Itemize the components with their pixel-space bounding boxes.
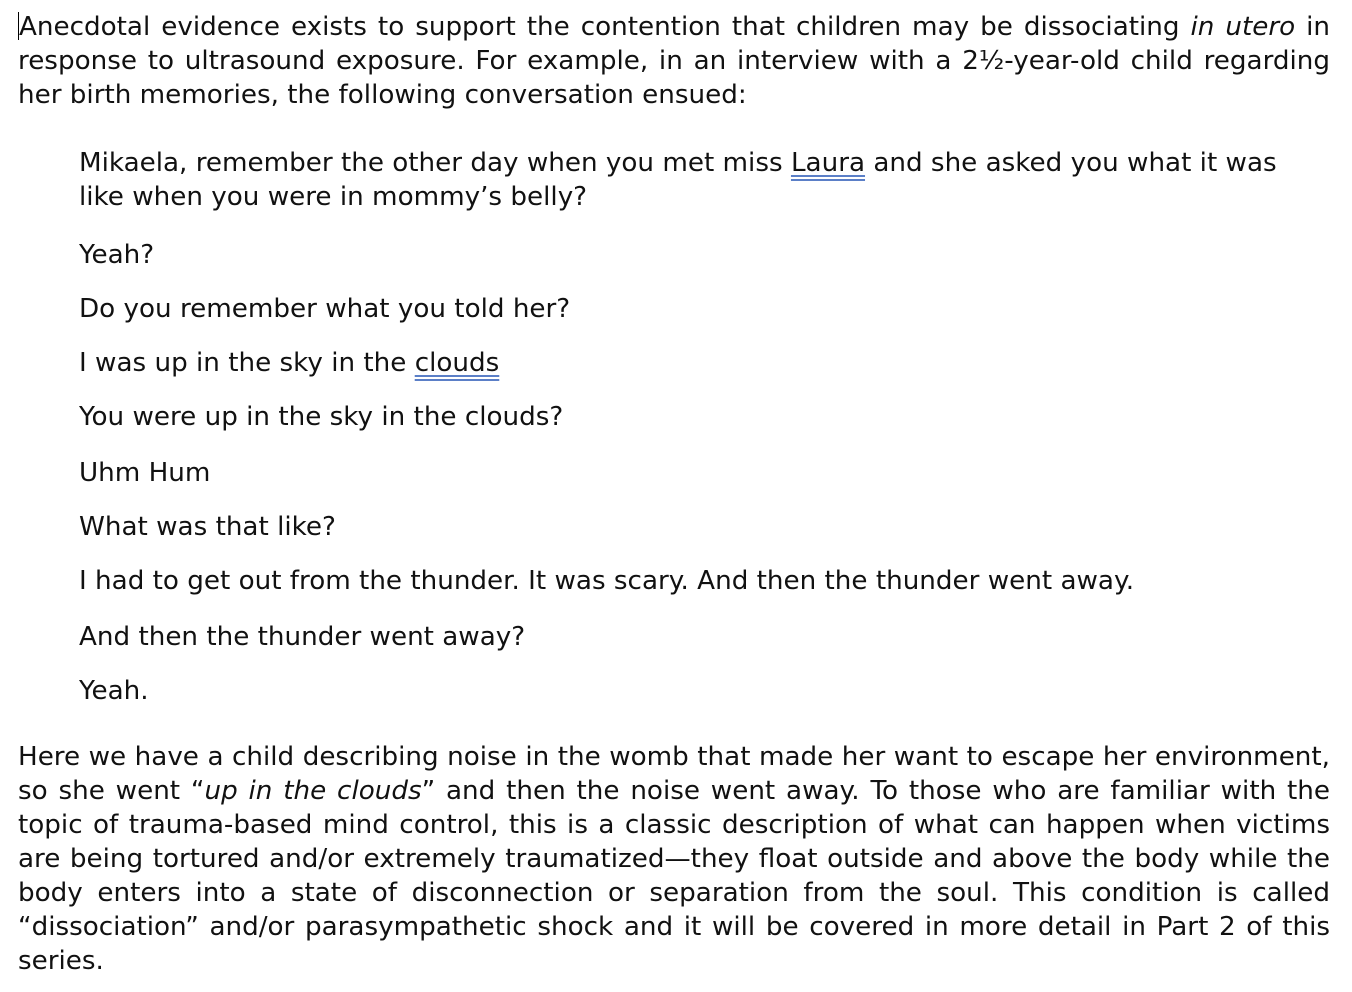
conclusion-italic: up in the clouds — [204, 776, 422, 806]
dialogue-line-6[interactable]: Uhm Hum — [79, 458, 211, 488]
dialogue-line-10[interactable]: Yeah. — [79, 676, 149, 706]
intro-paragraph[interactable] — [18, 10, 1330, 112]
dialogue-line-4[interactable] — [79, 346, 1289, 380]
dialogue-line-5[interactable]: You were up in the sky in the clouds? — [79, 402, 564, 432]
intro-text-2: in response to ultrasound exposure. For example, in an interview with a 2½-year-old child regarding her birth memories, the following conversation ensued: — [18, 12, 1330, 110]
dialogue-line-4-text: I was up in the sky in the — [79, 348, 415, 378]
conclusion-text-2: ” and then the noise went away. To those who are familiar with the topic of trauma-based mind control, this is a classic description of what can happen when victims are being tortured and/or extremely traumatized—they float outside and above the body while the body enters into a state of disconnection or separation from the soul. This condition is called “dissociation” and/or parasympathetic shock and it will be covered in more detail in Part 2 of this series. — [18, 776, 1330, 976]
intro-text-1: Anecdotal evidence exists to support the contention that children may be dissociating — [19, 12, 1191, 42]
conclusion-paragraph[interactable] — [18, 740, 1330, 978]
dialogue-line-1[interactable] — [79, 146, 1289, 214]
dialogue-line-3[interactable]: Do you remember what you told her? — [79, 294, 571, 324]
dialogue-line-8[interactable]: I had to get out from the thunder. It was scary. And then the thunder went away. — [79, 566, 1135, 596]
document-page — [18, 10, 1330, 978]
intro-italic: in utero — [1190, 12, 1296, 42]
dialogue-line-7[interactable]: What was that like? — [79, 512, 336, 542]
spellcheck-word-clouds[interactable]: clouds — [414, 348, 500, 378]
conclusion-text-1: Here we have a child describing noise in the womb that made her want to escape her environment, so she went “ — [18, 742, 1330, 806]
dialogue-line-9[interactable]: And then the thunder went away? — [79, 622, 526, 652]
spellcheck-word-laura[interactable]: Laura — [790, 148, 866, 178]
dialogue-line-2[interactable]: Yeah? — [79, 240, 155, 270]
dialogue-block — [79, 146, 1289, 708]
dialogue-line-1-text-b: and she asked you what it was like when you were in mommy’s belly? — [79, 148, 1277, 212]
dialogue-line-1-text-a: Mikaela, remember the other day when you met miss — [79, 148, 791, 178]
